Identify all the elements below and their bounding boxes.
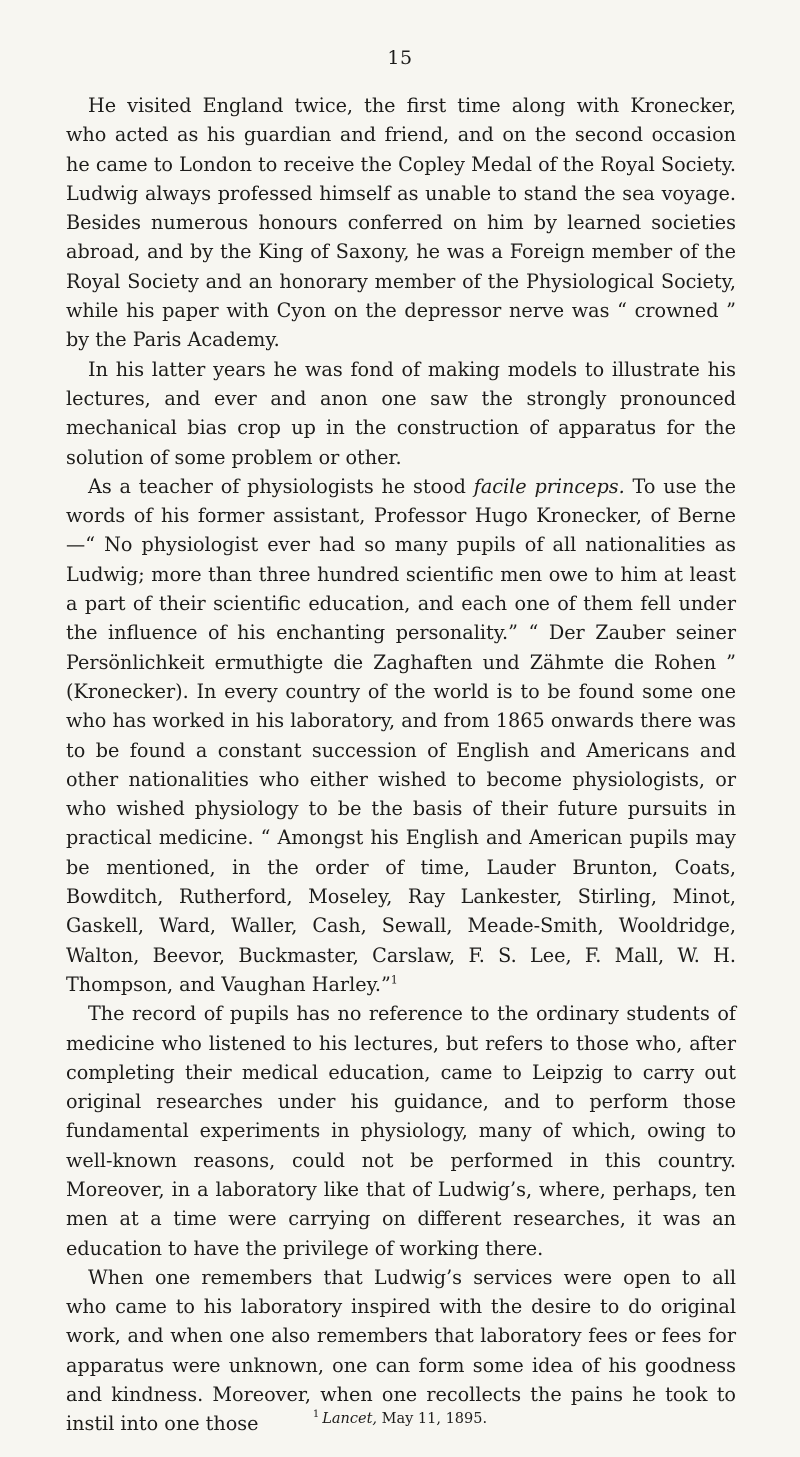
footnote-date: May 11, 1895. [377, 1410, 488, 1427]
italic-phrase: facile princeps. [473, 474, 625, 498]
paragraph-1: He visited England twice, the first time along with Kronecker, who acted as his guardian and friend, and on the second occasion he came to London to receive the Copley Medal of the Royal Society. Ludwig always professed himself as unable to stand the sea voyage. Besides numerous honours conferred on him by learned societies abroad, and by the King of Saxony, he was a Foreign member of the Royal Society and an honorary member of the Physiological Society, while his paper with Cyon on the depressor nerve was “ crowned ” by the Paris Academy. [66, 94, 736, 352]
page-number: 15 [387, 47, 413, 69]
paragraph-4: The record of pupils has no reference to the ordinary students of medicine who listened to his lectures, but refers to those who, after completing their medical education, came to Leipzig to carry out original researches under his guidance, and to perform those fundamental experiments in physiology, many of which, owing to well-known reasons, could not be performed in this country. Moreover, in a laboratory like that of Ludwig’s, where, perhaps, ten men at a time were carrying on different researches, it was an education to have the privilege of working there. [66, 1002, 736, 1260]
paragraph-5: When one remembers that Ludwig’s services were open to all who came to his laboratory inspired with the desire to do original work, and when one also remembers that laboratory fees or fees for apparatus were unknown, one can form some idea of his goodness and kindness. Moreover, when one recollects the pains he took to instil into one those [66, 1265, 736, 1436]
footnote-mark: 1 [312, 1409, 320, 1420]
footnote-source: Lancet, [322, 1410, 378, 1427]
body-text [66, 91, 736, 1439]
footnote [0, 1409, 800, 1427]
paragraph-2: In his latter years he was fond of making models to illustrate his lectures, and ever and anon one saw the strongly pronounced mechanical bias crop up in the construction of apparatus for the solution of some problem or other. [66, 357, 736, 469]
paragraph-3-text-a: As a teacher of physiologists he stood [88, 474, 474, 498]
footnote-reference: 1 [390, 973, 398, 987]
paragraph-3-text-b: To use the words of his former assistant, Professor Hugo Kronecker, of Berne—“ No physiologist ever had so many pupils of all nationalities as Ludwig; more than three hundred scientific men owe to him at least a part of their scientific education, and each one of them fell under the influence of his enchanting personality.” “ Der Zauber seiner Persönlichkeit ermuthigte die Zaghaften und Zähmte die Rohen ” (Kronecker). In every country of the world is to be found some one who has worked in his laboratory, and from 1865 onwards there was to be found a constant succession of English and Americans and other nationalities who either wished to become physiologists, or who wished physiology to be the basis of their future pursuits in practical medicine. “ Amongst his English and American pupils may be mentioned, in the order of time, Lauder Brunton, Coats, Bowditch, Rutherford, Moseley, Ray Lankester, Stirling, Minot, Gaskell, Ward, Waller, Cash, Sewall, Meade-Smith, Wooldridge, Walton, Beevor, Buckmaster, Carslaw, F. S. Lee, F. Mall, W. H. Thompson, and Vaughan Harley.” [66, 474, 737, 996]
paragraph-3 [66, 472, 736, 999]
